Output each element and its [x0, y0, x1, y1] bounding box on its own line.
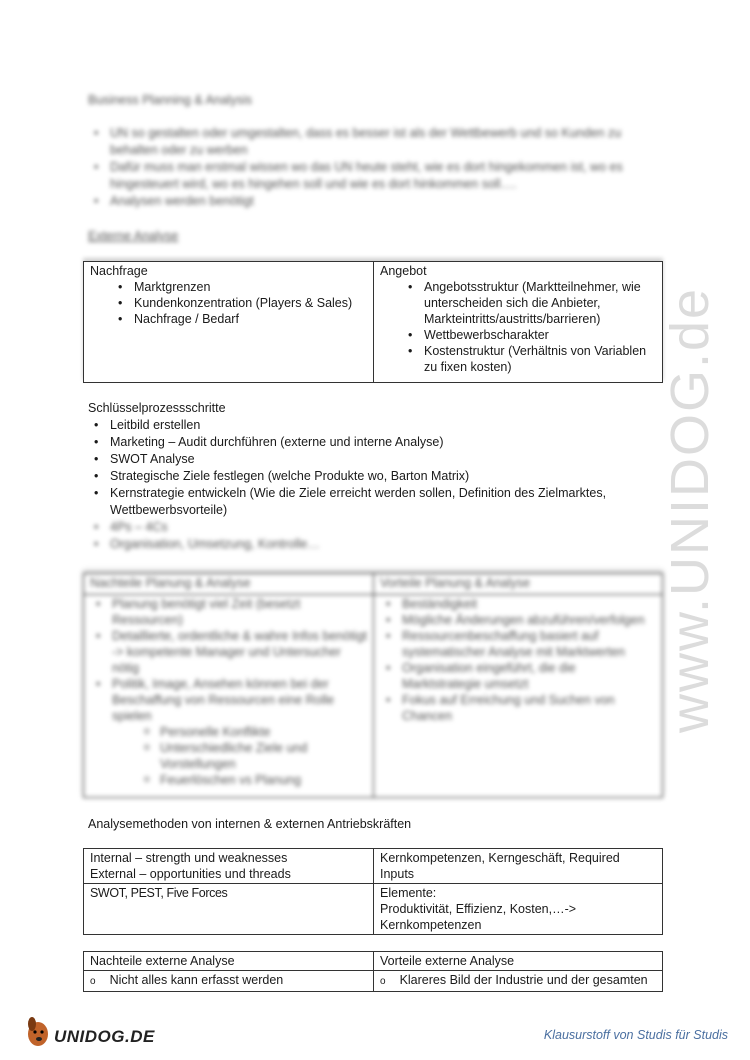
key-step: • Leitbild erstellen: [110, 417, 668, 434]
intro-bullet: • UN so gestalten oder umgestalten, dass es besser ist als der Wettbewerb und so Kunden zu behalten oder zu werben: [110, 125, 648, 159]
supply-cell: [374, 262, 663, 383]
demand-item: • Nachfrage / Bedarf: [134, 311, 367, 327]
supply-item: • Wettbewerbscharakter: [424, 327, 656, 343]
planning-con: • Politik, Image, Ansehen können bei der Beschaffung von Ressourcen eine Rolle spielen: [112, 676, 367, 724]
planning-pro: • Ressourcenbeschaffung basiert auf systematischer Analyse mit Marktwerten: [402, 628, 656, 660]
planning-cons-cell: [84, 595, 374, 798]
external-pros-cons-table: [83, 951, 663, 992]
planning-pro: • Organisation eingeführt, die die Marktstrategie umsetzt: [402, 660, 656, 692]
planning-con-sub: o Personelle Konflikte: [160, 724, 367, 740]
methods-r2-right: Elemente: Produktivität, Effizienz, Kosten,…-> Kernkompetenzen: [374, 884, 663, 935]
key-step: • Kernstrategie entwickeln (Wie die Ziele erreicht werden sollen, Definition des Zielmarktes, Wettbewerbsvorteile): [110, 485, 668, 519]
external-pro: o Klareres Bild der Industrie und der gesamten: [374, 971, 663, 992]
supply-item: • Kostenstruktur (Verhältnis von Variablen zu fixen kosten): [424, 343, 656, 375]
demand-item: • Kundenkonzentration (Players & Sales): [134, 295, 367, 311]
methods-r2-left: SWOT, PEST, Five Forces: [84, 884, 374, 935]
supply-heading: Angebot: [380, 264, 427, 278]
watermark: www.UNIDOG.de: [660, 286, 720, 734]
intro-bullet: • Analysen werden benötigt: [110, 193, 648, 210]
key-steps-title: Schlüsselprozessschritte: [88, 401, 226, 415]
planning-pro: • Mögliche Änderungen abzuführen/verfolgen: [402, 612, 656, 628]
external-pros-heading: Vorteile externe Analyse: [374, 952, 663, 971]
planning-con-sub: o Feuerlöschen vs Planung: [160, 772, 367, 788]
planning-pros-cons-table: [83, 573, 663, 798]
intro-title: Business Planning & Analysis: [88, 93, 252, 107]
methods-r1-left: Internal – strength und weaknesses External – opportunities und threads: [84, 849, 374, 884]
methods-title: Analysemethoden von internen & externen Antriebskräften: [88, 817, 412, 831]
key-steps-section: [88, 400, 668, 553]
intro-bullet: • Dafür muss man erstmal wissen wo das UN heute steht, wie es dort hingekommen ist, wo es hingesteuert wird, wo es hingehen soll und wie es dort hinkommen soll….: [110, 159, 648, 193]
circle-bullet-icon: o: [90, 976, 96, 987]
circle-bullet-icon: o: [380, 976, 386, 987]
supply-item: • Angebotsstruktur (Marktteilnehmer, wie unterscheiden sich die Anbieter, Markteintritts/austritts/barrieren): [424, 279, 656, 327]
planning-pro: • Fokus auf Erreichung und Suchen von Chancen: [402, 692, 656, 724]
planning-con: • Planung benötigt viel Zeit (besetzt Ressourcen): [112, 596, 367, 628]
planning-con-sub: o Unterschiedliche Ziele und Vorstellungen: [160, 740, 367, 772]
planning-pros-heading: Vorteile Planung & Analyse: [374, 574, 663, 595]
key-step: • Strategische Ziele festlegen (welche Produkte wo, Barton Matrix): [110, 468, 668, 485]
key-step-blurred: • Organisation, Umsetzung, Kontrolle…: [110, 536, 668, 553]
planning-pro: • Beständigkeit: [402, 596, 656, 612]
planning-cons-heading: Nachteile Planung & Analyse: [84, 574, 374, 595]
demand-heading: Nachfrage: [90, 264, 148, 278]
external-con: o Nicht alles kann erfasst werden: [84, 971, 374, 992]
methods-table: [83, 848, 663, 935]
footer-tagline: Klausurstoff von Studis für Studis: [543, 1028, 728, 1042]
planning-pros-cell: [374, 595, 663, 798]
external-cons-heading: Nachteile externe Analyse: [84, 952, 374, 971]
key-step: • SWOT Analyse: [110, 451, 668, 468]
key-step-blurred: • 4Ps – 4Cs: [110, 519, 668, 536]
methods-r1-right: Kernkompetenzen, Kerngeschäft, Required Inputs: [374, 849, 663, 884]
intro-subtitle: Externe Analyse: [88, 229, 179, 243]
unidog-logo: [22, 1012, 155, 1052]
planning-con: • Detaillierte, ordentliche & wahre Infos benötigt -> kompetente Manager und Untersucher nötig: [112, 628, 367, 676]
demand-cell: [84, 262, 374, 383]
intro-section: [88, 92, 648, 245]
external-analysis-table: [83, 261, 663, 383]
key-step: • Marketing – Audit durchführen (externe und interne Analyse): [110, 434, 668, 451]
logo-text: UNIDOG.DE: [54, 1027, 155, 1046]
demand-item: • Marktgrenzen: [134, 279, 367, 295]
